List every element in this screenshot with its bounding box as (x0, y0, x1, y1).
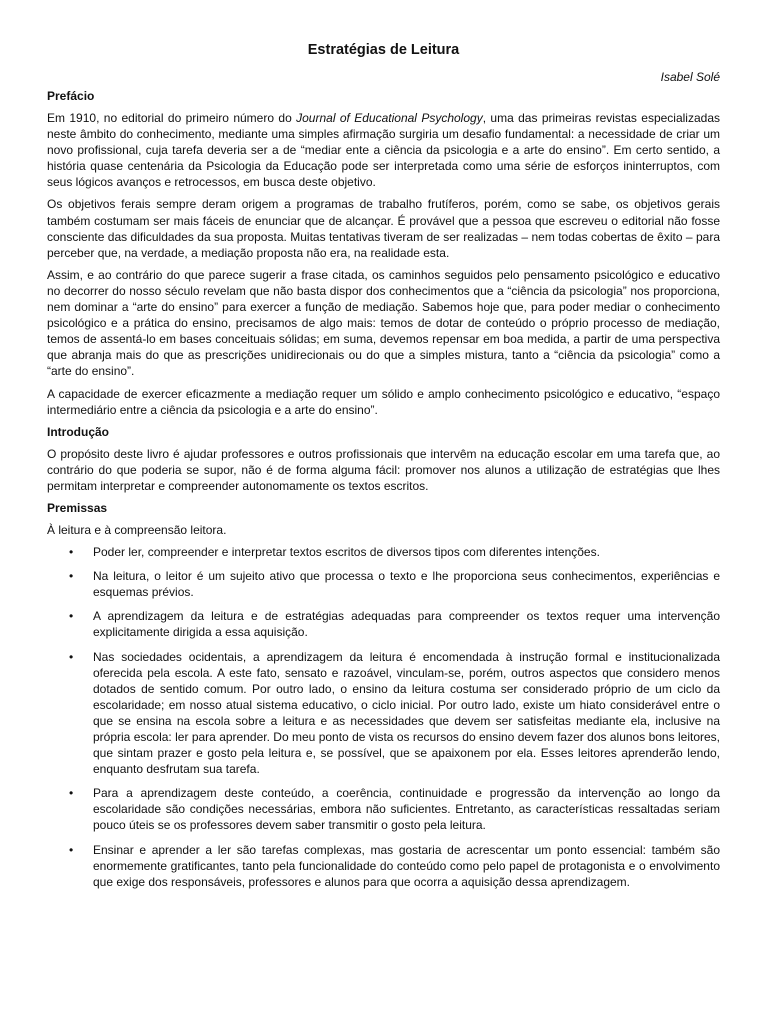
list-item-text: Na leitura, o leitor é um sujeito ativo que processa o texto e lhe proporciona seus conhecimentos, experiências e esquemas prévios. (93, 569, 720, 600)
premissas-list (47, 544, 720, 890)
introducao-paragraph-1: O propósito deste livro é ajudar professores e outros profissionais que intervêm na educação escolar em uma tarefa que, ao contrário do que poderia se supor, não é de forma alguma fácil: promover nos alunos a utilização de estratégias que lhes permitam interpretar e compreender autonomamente os textos escritos. (47, 446, 720, 493)
prefacio-paragraph-3: Assim, e ao contrário do que parece sugerir a frase citada, os caminhos seguidos pelo pensamento psicológico e educativo no decorrer do nosso século revelam que não basta dispor dos conhecimentos que a “ciência da psicologia” nos proporciona, nem dominar a “arte do ensino” para exercer a função de mediação. Sabemos hoje que, para poder mediar o conhecimento psicológico e a prática do ensino, precisamos de algo mais: temos de dotar de conteúdo o próprio processo de mediação, temos de assentá-lo em bases conceituais sólidas; em suma, devemos repensar em boa medida, a partir de uma perspectiva que abranja mais do que as prescrições unidirecionais ou do que a simples mistura, tanto a “ciência da psicologia” como a “arte do ensino”. (47, 267, 720, 379)
author-name: Isabel Solé (660, 70, 720, 84)
prefacio-paragraph-1 (47, 110, 720, 190)
journal-title: Journal of Educational Psychology (296, 111, 483, 125)
bullet-icon: • (69, 569, 74, 584)
list-item (47, 568, 720, 600)
prefacio-p1-before: Em 1910, no editorial do primeiro número do (47, 111, 297, 125)
list-item-text: Para a aprendizagem deste conteúdo, a coerência, continuidade e progressão da intervenção ao longo da escolaridade são condições necessárias, embora não suficientes. Entretanto, as características ressaltadas seriam pouco úteis se os professores devem saber transmitir o gosto pela leitura. (93, 786, 720, 833)
list-item-text: A aprendizagem da leitura e de estratégias adequadas para compreender os textos requer uma intervenção explicitamente dirigida a essa aquisição. (93, 609, 720, 640)
bullet-icon: • (69, 842, 74, 857)
list-item-text: Ensinar e aprender a ler são tarefas complexas, mas gostaria de acrescentar um ponto essencial: também são enormemente gratificantes, tanto pela funcionalidade do conteúdo como pelo papel de protagonista e o envolvimento que exige dos responsáveis, professores e alunos para que ocorra a aquisição dessa aprendizagem. (93, 842, 720, 889)
list-item (47, 785, 720, 833)
bullet-icon: • (69, 786, 74, 801)
prefacio-p1-after: , uma das primeiras revistas especializadas neste âmbito do conhecimento, mediante uma simples afirmação surgiria um desafio fundamental: a necessidade de criar um novo profissional, cuja tarefa deveria ser a de “mediar ente a ciência da psicologia e a arte do ensino”. Em certo sentido, a história quase centenária da Psicologia da Educação pode ser interpretada como uma série de esforços ininterruptos, com seus lógicos avanços e retrocessos, em busca deste objetivo. (47, 111, 720, 190)
section-heading-introducao: Introdução (47, 424, 109, 439)
prefacio-paragraph-4: A capacidade de exercer eficazmente a mediação requer um sólido e amplo conhecimento psicológico e educativo, “espaço intermediário entre a ciência da psicologia e a arte do ensino”. (47, 386, 720, 417)
list-item (47, 608, 720, 640)
list-item-text: Nas sociedades ocidentais, a aprendizagem da leitura é encomendada à instrução formal e institucionalizada oferecida pela escola. A este fato, sensato e razoável, vinculam-se, porém, outros aspectos que considero menos dotados de sentido comum. Por outro lado, o ensino da leitura costuma ser considerado próprio de um ciclo da escolaridade; em nosso atual sistema educativo, o ciclo inicial. Por outro lado, existe um hiato considerável entre o que se ensina na escola sobre a leitura e as necessidades que devem ser satisfeitas mediante ela, inclusive na própria escola: ler para aprender. Do meu ponto de vista os recursos do ensino devem fazer dos alunos bons leitores, que sintam prazer e gosto pela leitura e, se possível, que se apaixonem por ela. Esses leitores aprenderão lendo, enquanto desfrutam sua tarefa. (93, 649, 720, 777)
premissas-intro: À leitura e à compreensão leitora. (47, 522, 227, 537)
list-item-text: Poder ler, compreender e interpretar textos escritos de diversos tipos com diferentes intenções. (93, 545, 600, 560)
prefacio-paragraph-2: Os objetivos ferais sempre deram origem a programas de trabalho frutíferos, porém, como se sabe, os objetivos gerais também costumam ser mais fáceis de enunciar que de alcançar. É provável que a pessoa que escreveu o editorial não fosse consciente das dificuldades da sua proposta. Muitas tentativas tiveram de ser realizadas – nem todas cobertas de êxito – para perceber que, na verdade, a mediação proposta não era, na realidade esta. (47, 197, 720, 260)
list-item (47, 842, 720, 890)
list-item (47, 544, 720, 560)
bullet-icon: • (69, 609, 74, 624)
bullet-icon: • (69, 649, 74, 664)
list-item (47, 649, 720, 778)
section-heading-prefacio: Prefácio (47, 89, 95, 103)
section-heading-premissas: Premissas (47, 500, 108, 515)
document-title: Estratégias de Leitura (307, 42, 460, 58)
bullet-icon: • (69, 545, 74, 560)
